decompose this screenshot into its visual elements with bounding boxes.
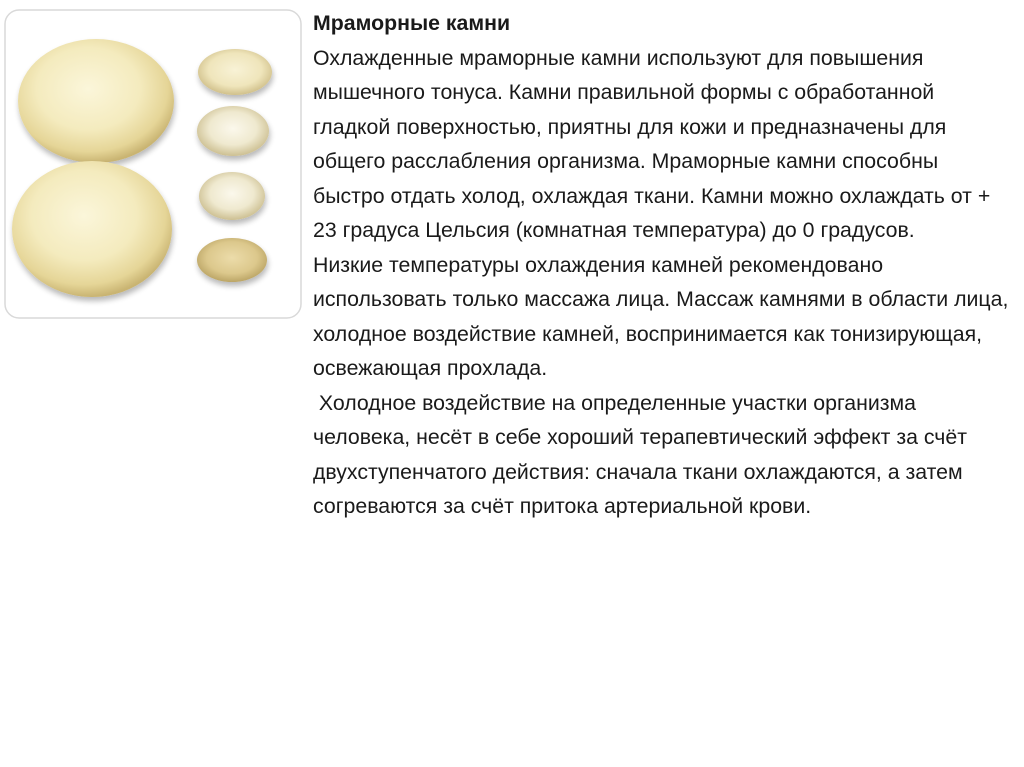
paragraph-3 (313, 386, 1013, 524)
small-stone-2 (197, 106, 269, 156)
large-stone-bottom (12, 161, 172, 297)
paragraph-1: Охлажденные мраморные камни используют для повышения мышечного тонуса. Камни правильной формы с обработанной гладкой поверхностью, приятны для кожи и предназначены для общего расслабления организма. Мраморные камни способны быстро отдать холод, охлаждая ткани. Камни можно охлаждать от + 23 градуса Цельсия (комнатная температура) до 0 градусов. (313, 45, 991, 242)
slide-title: Мраморные камни (313, 11, 511, 35)
paragraph-2: Низкие температуры охлаждения камней рекомендовано использовать только массажа лица. Массаж камнями в области лица, холодное воздействие камней, воспринимается как тонизирующая, освежающая прохлада. (313, 252, 1009, 380)
small-stone-4 (197, 238, 267, 282)
large-stone-top (18, 39, 174, 163)
paragraph-3-text: Холодное воздействие на определенные участки организма человека, несёт в себе хороший терапевтический эффект за счёт двухступенчатого действия: сначала ткани охлаждаются, а затем согреваются за счёт притока артериальной крови. (313, 390, 967, 518)
marble-stones-image (4, 9, 302, 319)
text-block (313, 6, 1013, 524)
small-stone-1 (198, 49, 272, 95)
small-stone-3 (199, 172, 265, 220)
